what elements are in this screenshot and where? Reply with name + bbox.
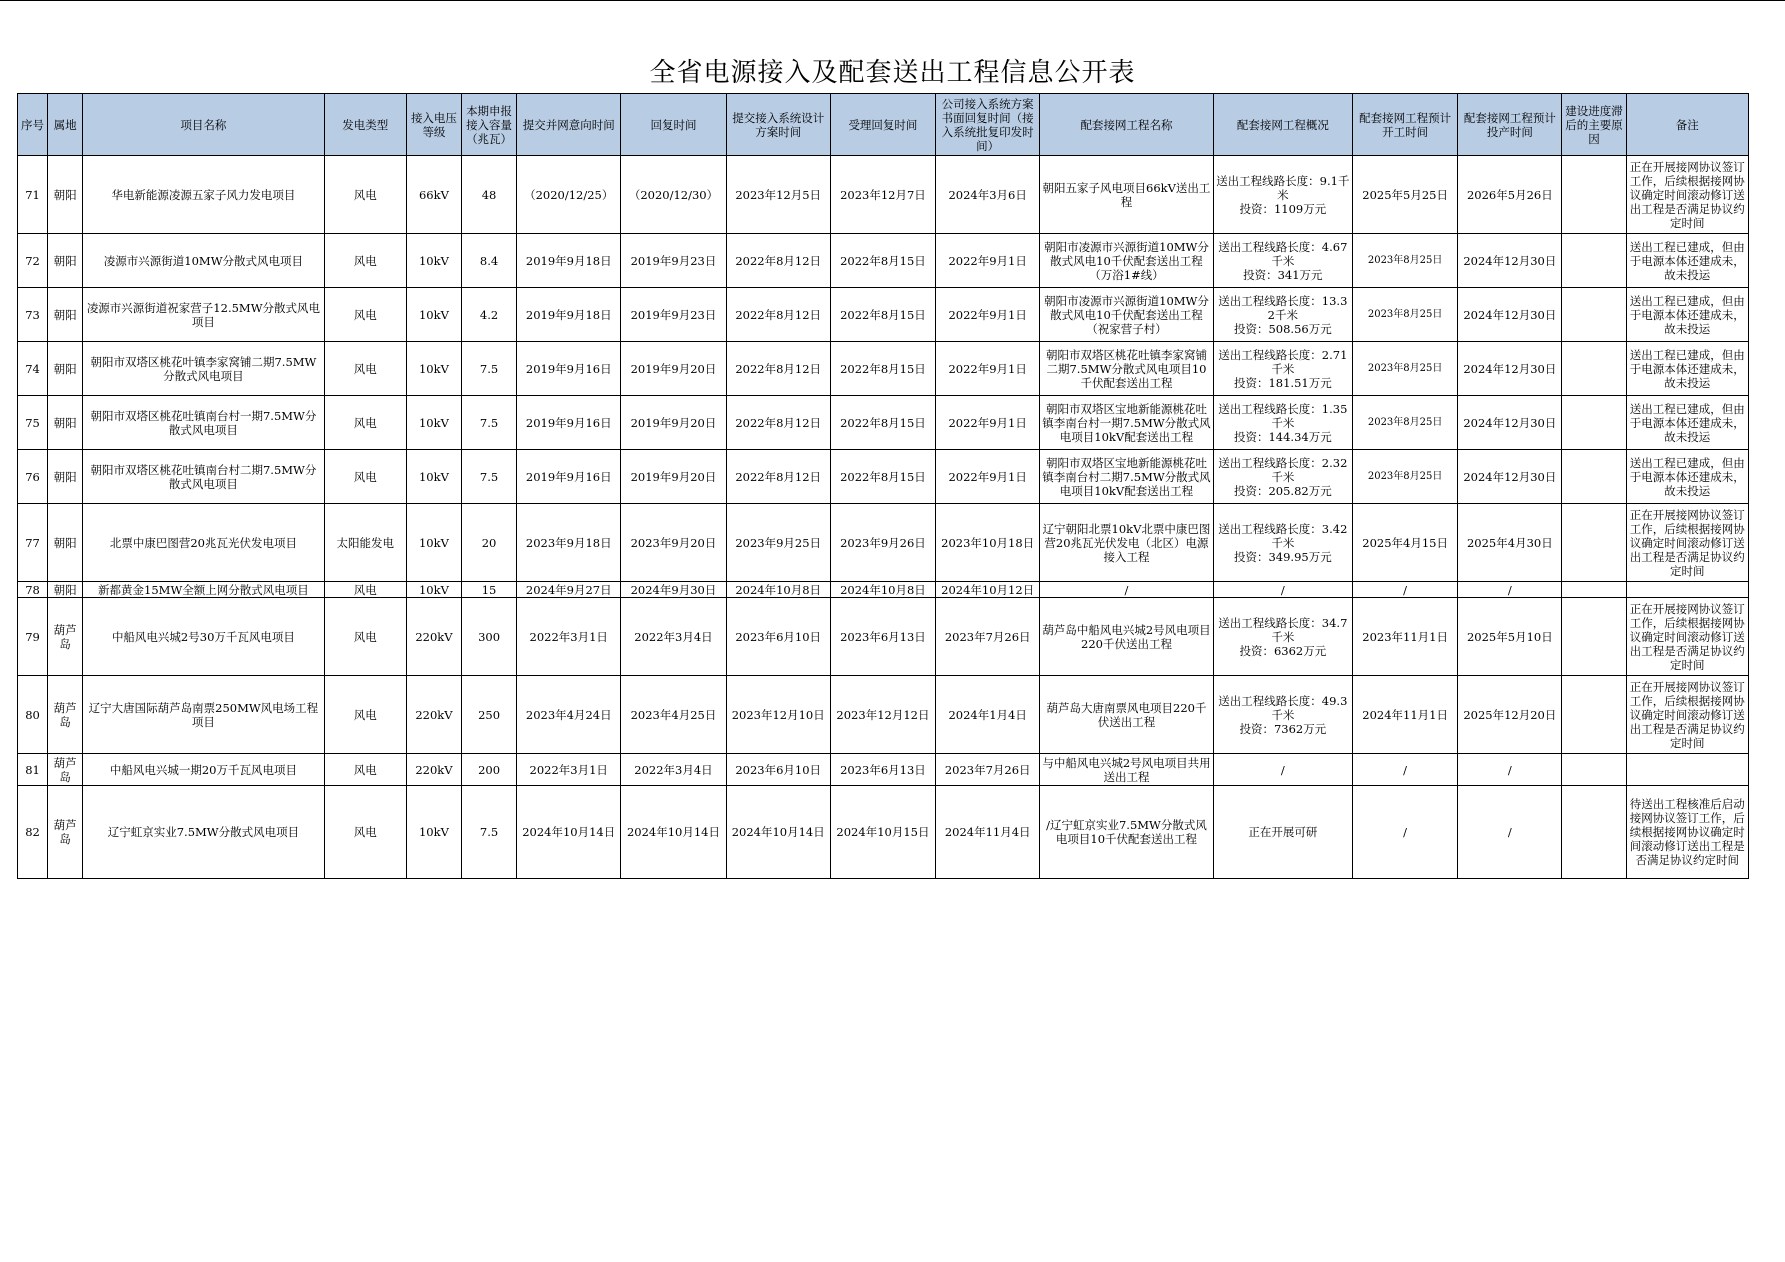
cell-generation-type: 风电 bbox=[324, 288, 406, 342]
cell-voltage: 10kV bbox=[406, 450, 461, 504]
cell-grid-project-overview: 送出工程线路长度：4.67千米 投资：341万元 bbox=[1213, 234, 1352, 288]
cell-remarks: 送出工程已建成，但由于电源本体还建成未，故未投运 bbox=[1626, 450, 1748, 504]
cell-capacity: 250 bbox=[462, 676, 517, 754]
cell-project-name: 新都黄金15MW全额上网分散式风电项目 bbox=[83, 582, 325, 598]
page-top-rule bbox=[0, 0, 1785, 1]
header-cell: 配套接网工程名称 bbox=[1040, 94, 1213, 156]
cell-operation-date: 2024年12月30日 bbox=[1458, 342, 1562, 396]
cell-grid-project-overview: 送出工程线路长度：49.3千米 投资：7362万元 bbox=[1213, 676, 1352, 754]
cell-accept-date: 2023年12月7日 bbox=[830, 156, 935, 234]
cell-remarks: 送出工程已建成，但由于电源本体还建成未，故未投运 bbox=[1626, 342, 1748, 396]
cell-design-date: 2023年6月10日 bbox=[726, 754, 830, 786]
cell-capacity: 200 bbox=[462, 754, 517, 786]
cell-voltage: 220kV bbox=[406, 598, 461, 676]
cell-area: 葫芦岛 bbox=[48, 754, 83, 786]
cell-grid-project-overview: 送出工程线路长度：1.35千米 投资：144.34万元 bbox=[1213, 396, 1352, 450]
cell-grid-project-name: /辽宁虹京实业7.5MW分散式风电项目10千伏配套送出工程 bbox=[1040, 786, 1213, 879]
cell-start-date: / bbox=[1353, 754, 1458, 786]
cell-voltage: 10kV bbox=[406, 288, 461, 342]
cell-grid-project-name: 朝阳市双塔区桃花吐镇李家窝铺二期7.5MW分散式风电项目10千伏配套送出工程 bbox=[1040, 342, 1213, 396]
cell-reply-date: （2020/12/30） bbox=[621, 156, 726, 234]
cell-operation-date: 2025年5月10日 bbox=[1458, 598, 1562, 676]
cell-intent-date: 2022年3月1日 bbox=[517, 598, 621, 676]
cell-capacity: 7.5 bbox=[462, 342, 517, 396]
cell-remarks: 送出工程已建成，但由于电源本体还建成未，故未投运 bbox=[1626, 234, 1748, 288]
cell-grid-project-overview: 送出工程线路长度：2.32千米 投资：205.82万元 bbox=[1213, 450, 1352, 504]
cell-start-date: 2023年8月25日 bbox=[1353, 342, 1458, 396]
cell-reply-date: 2023年4月25日 bbox=[621, 676, 726, 754]
cell-intent-date: 2023年4月24日 bbox=[517, 676, 621, 754]
cell-intent-date: （2020/12/25） bbox=[517, 156, 621, 234]
cell-serial: 75 bbox=[18, 396, 48, 450]
cell-generation-type: 风电 bbox=[324, 786, 406, 879]
table-row bbox=[18, 786, 1749, 879]
cell-serial: 82 bbox=[18, 786, 48, 879]
cell-grid-project-overview: 送出工程线路长度：2.71千米 投资：181.51万元 bbox=[1213, 342, 1352, 396]
cell-generation-type: 风电 bbox=[324, 450, 406, 504]
cell-serial: 79 bbox=[18, 598, 48, 676]
cell-serial: 73 bbox=[18, 288, 48, 342]
cell-intent-date: 2019年9月16日 bbox=[517, 342, 621, 396]
cell-reply-date: 2019年9月23日 bbox=[621, 234, 726, 288]
header-cell: 本期申报接入容量（兆瓦） bbox=[462, 94, 517, 156]
cell-project-name: 辽宁大唐国际葫芦岛南票250MW风电场工程项目 bbox=[83, 676, 325, 754]
table-row bbox=[18, 504, 1749, 582]
cell-start-date: 2023年8月25日 bbox=[1353, 234, 1458, 288]
cell-voltage: 10kV bbox=[406, 504, 461, 582]
cell-generation-type: 风电 bbox=[324, 234, 406, 288]
cell-start-date: / bbox=[1353, 582, 1458, 598]
cell-accept-date: 2022年8月15日 bbox=[830, 396, 935, 450]
cell-grid-project-overview: 送出工程线路长度：34.7千米 投资：6362万元 bbox=[1213, 598, 1352, 676]
table-row bbox=[18, 598, 1749, 676]
table-row bbox=[18, 342, 1749, 396]
page-title: 全省电源接入及配套送出工程信息公开表 bbox=[649, 58, 1136, 88]
cell-design-date: 2024年10月8日 bbox=[726, 582, 830, 598]
cell-voltage: 10kV bbox=[406, 342, 461, 396]
cell-capacity: 7.5 bbox=[462, 396, 517, 450]
cell-start-date: 2025年5月25日 bbox=[1353, 156, 1458, 234]
cell-grid-project-name: 辽宁朝阳北票10kV北票中康巴图营20兆瓦光伏发电（北区）电源接入工程 bbox=[1040, 504, 1213, 582]
cell-delay-reason bbox=[1562, 786, 1626, 879]
cell-delay-reason bbox=[1562, 156, 1626, 234]
cell-grid-project-name: 葫芦岛中船风电兴城2号风电项目220千伏送出工程 bbox=[1040, 598, 1213, 676]
cell-delay-reason bbox=[1562, 396, 1626, 450]
cell-reply-date: 2019年9月23日 bbox=[621, 288, 726, 342]
header-cell: 属地 bbox=[48, 94, 83, 156]
table-row bbox=[18, 676, 1749, 754]
cell-reply-date: 2019年9月20日 bbox=[621, 342, 726, 396]
cell-serial: 80 bbox=[18, 676, 48, 754]
cell-project-name: 凌源市兴源街道10MW分散式风电项目 bbox=[83, 234, 325, 288]
cell-design-date: 2022年8月12日 bbox=[726, 396, 830, 450]
header-cell: 回复时间 bbox=[621, 94, 726, 156]
cell-accept-date: 2022年8月15日 bbox=[830, 342, 935, 396]
cell-area: 葫芦岛 bbox=[48, 598, 83, 676]
header-cell: 配套接网工程预计投产时间 bbox=[1458, 94, 1562, 156]
cell-project-name: 凌源市兴源街道祝家营子12.5MW分散式风电项目 bbox=[83, 288, 325, 342]
cell-delay-reason bbox=[1562, 598, 1626, 676]
cell-approval-date: 2022年9月1日 bbox=[936, 450, 1040, 504]
cell-remarks: 正在开展接网协议签订工作，后续根据接网协议确定时间滚动修订送出工程是否满足协议约定时间 bbox=[1626, 598, 1748, 676]
cell-design-date: 2022年8月12日 bbox=[726, 450, 830, 504]
cell-design-date: 2023年12月10日 bbox=[726, 676, 830, 754]
cell-accept-date: 2022年8月15日 bbox=[830, 288, 935, 342]
cell-capacity: 20 bbox=[462, 504, 517, 582]
table-row bbox=[18, 396, 1749, 450]
cell-start-date: 2025年4月15日 bbox=[1353, 504, 1458, 582]
table-row bbox=[18, 234, 1749, 288]
cell-accept-date: 2023年12月12日 bbox=[830, 676, 935, 754]
table-row bbox=[18, 450, 1749, 504]
cell-intent-date: 2019年9月18日 bbox=[517, 234, 621, 288]
cell-accept-date: 2024年10月8日 bbox=[830, 582, 935, 598]
cell-serial: 74 bbox=[18, 342, 48, 396]
cell-area: 朝阳 bbox=[48, 156, 83, 234]
header-cell: 受理回复时间 bbox=[830, 94, 935, 156]
cell-approval-date: 2022年9月1日 bbox=[936, 342, 1040, 396]
cell-grid-project-name: 朝阳五家子风电项目66kV送出工程 bbox=[1040, 156, 1213, 234]
cell-grid-project-overview: / bbox=[1213, 754, 1352, 786]
cell-area: 朝阳 bbox=[48, 342, 83, 396]
cell-generation-type: 风电 bbox=[324, 676, 406, 754]
cell-design-date: 2022年8月12日 bbox=[726, 234, 830, 288]
cell-area: 朝阳 bbox=[48, 450, 83, 504]
cell-operation-date: 2026年5月26日 bbox=[1458, 156, 1562, 234]
cell-start-date: 2023年8月25日 bbox=[1353, 450, 1458, 504]
cell-grid-project-overview: 送出工程线路长度：9.1千米 投资：1109万元 bbox=[1213, 156, 1352, 234]
cell-serial: 72 bbox=[18, 234, 48, 288]
header-cell: 建设进度滞后的主要原因 bbox=[1562, 94, 1626, 156]
cell-area: 朝阳 bbox=[48, 504, 83, 582]
cell-intent-date: 2023年9月18日 bbox=[517, 504, 621, 582]
cell-voltage: 10kV bbox=[406, 786, 461, 879]
header-cell: 配套接网工程预计开工时间 bbox=[1353, 94, 1458, 156]
cell-project-name: 朝阳市双塔区桃花吐镇南台村一期7.5MW分散式风电项目 bbox=[83, 396, 325, 450]
cell-design-date: 2022年8月12日 bbox=[726, 288, 830, 342]
cell-delay-reason bbox=[1562, 754, 1626, 786]
cell-accept-date: 2023年6月13日 bbox=[830, 598, 935, 676]
cell-operation-date: 2024年12月30日 bbox=[1458, 450, 1562, 504]
cell-approval-date: 2022年9月1日 bbox=[936, 234, 1040, 288]
cell-capacity: 4.2 bbox=[462, 288, 517, 342]
cell-area: 葫芦岛 bbox=[48, 786, 83, 879]
table-row bbox=[18, 288, 1749, 342]
cell-design-date: 2023年9月25日 bbox=[726, 504, 830, 582]
cell-serial: 77 bbox=[18, 504, 48, 582]
cell-project-name: 朝阳市双塔区桃花叶镇李家窝铺二期7.5MW分散式风电项目 bbox=[83, 342, 325, 396]
cell-reply-date: 2024年10月14日 bbox=[621, 786, 726, 879]
cell-generation-type: 风电 bbox=[324, 396, 406, 450]
cell-approval-date: 2024年3月6日 bbox=[936, 156, 1040, 234]
cell-generation-type: 风电 bbox=[324, 582, 406, 598]
cell-area: 朝阳 bbox=[48, 234, 83, 288]
cell-reply-date: 2022年3月4日 bbox=[621, 754, 726, 786]
cell-capacity: 300 bbox=[462, 598, 517, 676]
cell-delay-reason bbox=[1562, 582, 1626, 598]
cell-approval-date: 2024年1月4日 bbox=[936, 676, 1040, 754]
cell-project-name: 朝阳市双塔区桃花吐镇南台村二期7.5MW分散式风电项目 bbox=[83, 450, 325, 504]
cell-delay-reason bbox=[1562, 342, 1626, 396]
cell-intent-date: 2019年9月16日 bbox=[517, 450, 621, 504]
cell-start-date: 2024年11月1日 bbox=[1353, 676, 1458, 754]
cell-intent-date: 2024年9月27日 bbox=[517, 582, 621, 598]
cell-approval-date: 2024年10月12日 bbox=[936, 582, 1040, 598]
cell-accept-date: 2022年8月15日 bbox=[830, 450, 935, 504]
cell-capacity: 8.4 bbox=[462, 234, 517, 288]
cell-approval-date: 2022年9月1日 bbox=[936, 288, 1040, 342]
cell-grid-project-overview: 送出工程线路长度：13.32千米 投资：508.56万元 bbox=[1213, 288, 1352, 342]
cell-reply-date: 2022年3月4日 bbox=[621, 598, 726, 676]
cell-capacity: 7.5 bbox=[462, 450, 517, 504]
cell-project-name: 中船风电兴城一期20万千瓦风电项目 bbox=[83, 754, 325, 786]
cell-operation-date: / bbox=[1458, 754, 1562, 786]
cell-grid-project-name: 朝阳市双塔区宝地新能源桃花吐镇李南台村二期7.5MW分散式风电项目10kV配套送出工程 bbox=[1040, 450, 1213, 504]
header-cell: 提交并网意向时间 bbox=[517, 94, 621, 156]
cell-voltage: 220kV bbox=[406, 754, 461, 786]
cell-project-name: 华电新能源凌源五家子风力发电项目 bbox=[83, 156, 325, 234]
cell-grid-project-name: 朝阳市凌源市兴源街道10MW分散式风电10千伏配套送出工程（万浴1#线） bbox=[1040, 234, 1213, 288]
cell-intent-date: 2019年9月18日 bbox=[517, 288, 621, 342]
cell-design-date: 2023年12月5日 bbox=[726, 156, 830, 234]
cell-design-date: 2024年10月14日 bbox=[726, 786, 830, 879]
cell-serial: 71 bbox=[18, 156, 48, 234]
cell-grid-project-name: / bbox=[1040, 582, 1213, 598]
cell-remarks bbox=[1626, 582, 1748, 598]
cell-start-date: 2023年8月25日 bbox=[1353, 396, 1458, 450]
cell-operation-date: 2024年12月30日 bbox=[1458, 288, 1562, 342]
cell-operation-date: 2024年12月30日 bbox=[1458, 234, 1562, 288]
cell-reply-date: 2023年9月20日 bbox=[621, 504, 726, 582]
table-row bbox=[18, 156, 1749, 234]
cell-operation-date: / bbox=[1458, 786, 1562, 879]
cell-remarks: 正在开展接网协议签订工作，后续根据接网协议确定时间滚动修订送出工程是否满足协议约定时间 bbox=[1626, 676, 1748, 754]
cell-accept-date: 2023年6月13日 bbox=[830, 754, 935, 786]
cell-capacity: 15 bbox=[462, 582, 517, 598]
cell-intent-date: 2019年9月16日 bbox=[517, 396, 621, 450]
cell-operation-date: / bbox=[1458, 582, 1562, 598]
cell-voltage: 66kV bbox=[406, 156, 461, 234]
cell-grid-project-overview: 送出工程线路长度：3.42千米 投资：349.95万元 bbox=[1213, 504, 1352, 582]
cell-area: 葫芦岛 bbox=[48, 676, 83, 754]
cell-approval-date: 2023年7月26日 bbox=[936, 754, 1040, 786]
cell-approval-date: 2024年11月4日 bbox=[936, 786, 1040, 879]
cell-area: 朝阳 bbox=[48, 288, 83, 342]
cell-remarks: 送出工程已建成，但由于电源本体还建成未，故未投运 bbox=[1626, 396, 1748, 450]
cell-generation-type: 太阳能发电 bbox=[324, 504, 406, 582]
cell-remarks bbox=[1626, 754, 1748, 786]
cell-remarks: 正在开展接网协议签订工作，后续根据接网协议确定时间滚动修订送出工程是否满足协议约定时间 bbox=[1626, 156, 1748, 234]
cell-serial: 81 bbox=[18, 754, 48, 786]
cell-generation-type: 风电 bbox=[324, 598, 406, 676]
cell-delay-reason bbox=[1562, 450, 1626, 504]
cell-voltage: 10kV bbox=[406, 582, 461, 598]
cell-generation-type: 风电 bbox=[324, 156, 406, 234]
cell-start-date: 2023年8月25日 bbox=[1353, 288, 1458, 342]
table-body bbox=[18, 156, 1749, 879]
header-cell: 配套接网工程概况 bbox=[1213, 94, 1352, 156]
cell-capacity: 7.5 bbox=[462, 786, 517, 879]
cell-grid-project-overview: / bbox=[1213, 582, 1352, 598]
cell-grid-project-name: 与中船风电兴城2号风电项目共用送出工程 bbox=[1040, 754, 1213, 786]
cell-capacity: 48 bbox=[462, 156, 517, 234]
cell-approval-date: 2023年7月26日 bbox=[936, 598, 1040, 676]
cell-remarks: 送出工程已建成，但由于电源本体还建成未，故未投运 bbox=[1626, 288, 1748, 342]
cell-serial: 78 bbox=[18, 582, 48, 598]
cell-operation-date: 2025年4月30日 bbox=[1458, 504, 1562, 582]
cell-project-name: 辽宁虹京实业7.5MW分散式风电项目 bbox=[83, 786, 325, 879]
cell-operation-date: 2024年12月30日 bbox=[1458, 396, 1562, 450]
cell-design-date: 2023年6月10日 bbox=[726, 598, 830, 676]
cell-serial: 76 bbox=[18, 450, 48, 504]
cell-start-date: 2023年11月1日 bbox=[1353, 598, 1458, 676]
cell-area: 朝阳 bbox=[48, 582, 83, 598]
header-cell: 备注 bbox=[1626, 94, 1748, 156]
cell-intent-date: 2024年10月14日 bbox=[517, 786, 621, 879]
cell-remarks: 正在开展接网协议签订工作，后续根据接网协议确定时间滚动修订送出工程是否满足协议约定时间 bbox=[1626, 504, 1748, 582]
cell-delay-reason bbox=[1562, 504, 1626, 582]
cell-remarks: 待送出工程核准后启动接网协议签订工作，后续根据接网协议确定时间滚动修订送出工程是否满足协议约定时间 bbox=[1626, 786, 1748, 879]
cell-generation-type: 风电 bbox=[324, 754, 406, 786]
cell-grid-project-name: 朝阳市双塔区宝地新能源桃花吐镇李南台村一期7.5MW分散式风电项目10kV配套送出工程 bbox=[1040, 396, 1213, 450]
cell-voltage: 220kV bbox=[406, 676, 461, 754]
cell-voltage: 10kV bbox=[406, 234, 461, 288]
cell-reply-date: 2024年9月30日 bbox=[621, 582, 726, 598]
cell-grid-project-overview: 正在开展可研 bbox=[1213, 786, 1352, 879]
cell-intent-date: 2022年3月1日 bbox=[517, 754, 621, 786]
header-cell: 接入电压等级 bbox=[406, 94, 461, 156]
cell-reply-date: 2019年9月20日 bbox=[621, 396, 726, 450]
header-cell: 序号 bbox=[18, 94, 48, 156]
cell-area: 朝阳 bbox=[48, 396, 83, 450]
cell-grid-project-name: 朝阳市凌源市兴源街道10MW分散式风电10千伏配套送出工程（祝家营子村） bbox=[1040, 288, 1213, 342]
cell-voltage: 10kV bbox=[406, 396, 461, 450]
cell-project-name: 中船风电兴城2号30万千瓦风电项目 bbox=[83, 598, 325, 676]
cell-design-date: 2022年8月12日 bbox=[726, 342, 830, 396]
cell-approval-date: 2022年9月1日 bbox=[936, 396, 1040, 450]
cell-operation-date: 2025年12月20日 bbox=[1458, 676, 1562, 754]
cell-delay-reason bbox=[1562, 234, 1626, 288]
header-cell: 发电类型 bbox=[324, 94, 406, 156]
table-row bbox=[18, 754, 1749, 786]
cell-grid-project-name: 葫芦岛大唐南票风电项目220千伏送出工程 bbox=[1040, 676, 1213, 754]
header-cell: 提交接入系统设计方案时间 bbox=[726, 94, 830, 156]
cell-accept-date: 2022年8月15日 bbox=[830, 234, 935, 288]
table-header-row bbox=[18, 94, 1749, 156]
cell-delay-reason bbox=[1562, 288, 1626, 342]
project-info-table bbox=[17, 93, 1749, 879]
cell-start-date: / bbox=[1353, 786, 1458, 879]
cell-generation-type: 风电 bbox=[324, 342, 406, 396]
table-row bbox=[18, 582, 1749, 598]
cell-approval-date: 2023年10月18日 bbox=[936, 504, 1040, 582]
cell-accept-date: 2024年10月15日 bbox=[830, 786, 935, 879]
cell-delay-reason bbox=[1562, 676, 1626, 754]
cell-reply-date: 2019年9月20日 bbox=[621, 450, 726, 504]
header-cell: 项目名称 bbox=[83, 94, 325, 156]
cell-project-name: 北票中康巴图营20兆瓦光伏发电项目 bbox=[83, 504, 325, 582]
header-cell: 公司接入系统方案书面回复时间（接入系统批复印发时间） bbox=[936, 94, 1040, 156]
cell-accept-date: 2023年9月26日 bbox=[830, 504, 935, 582]
